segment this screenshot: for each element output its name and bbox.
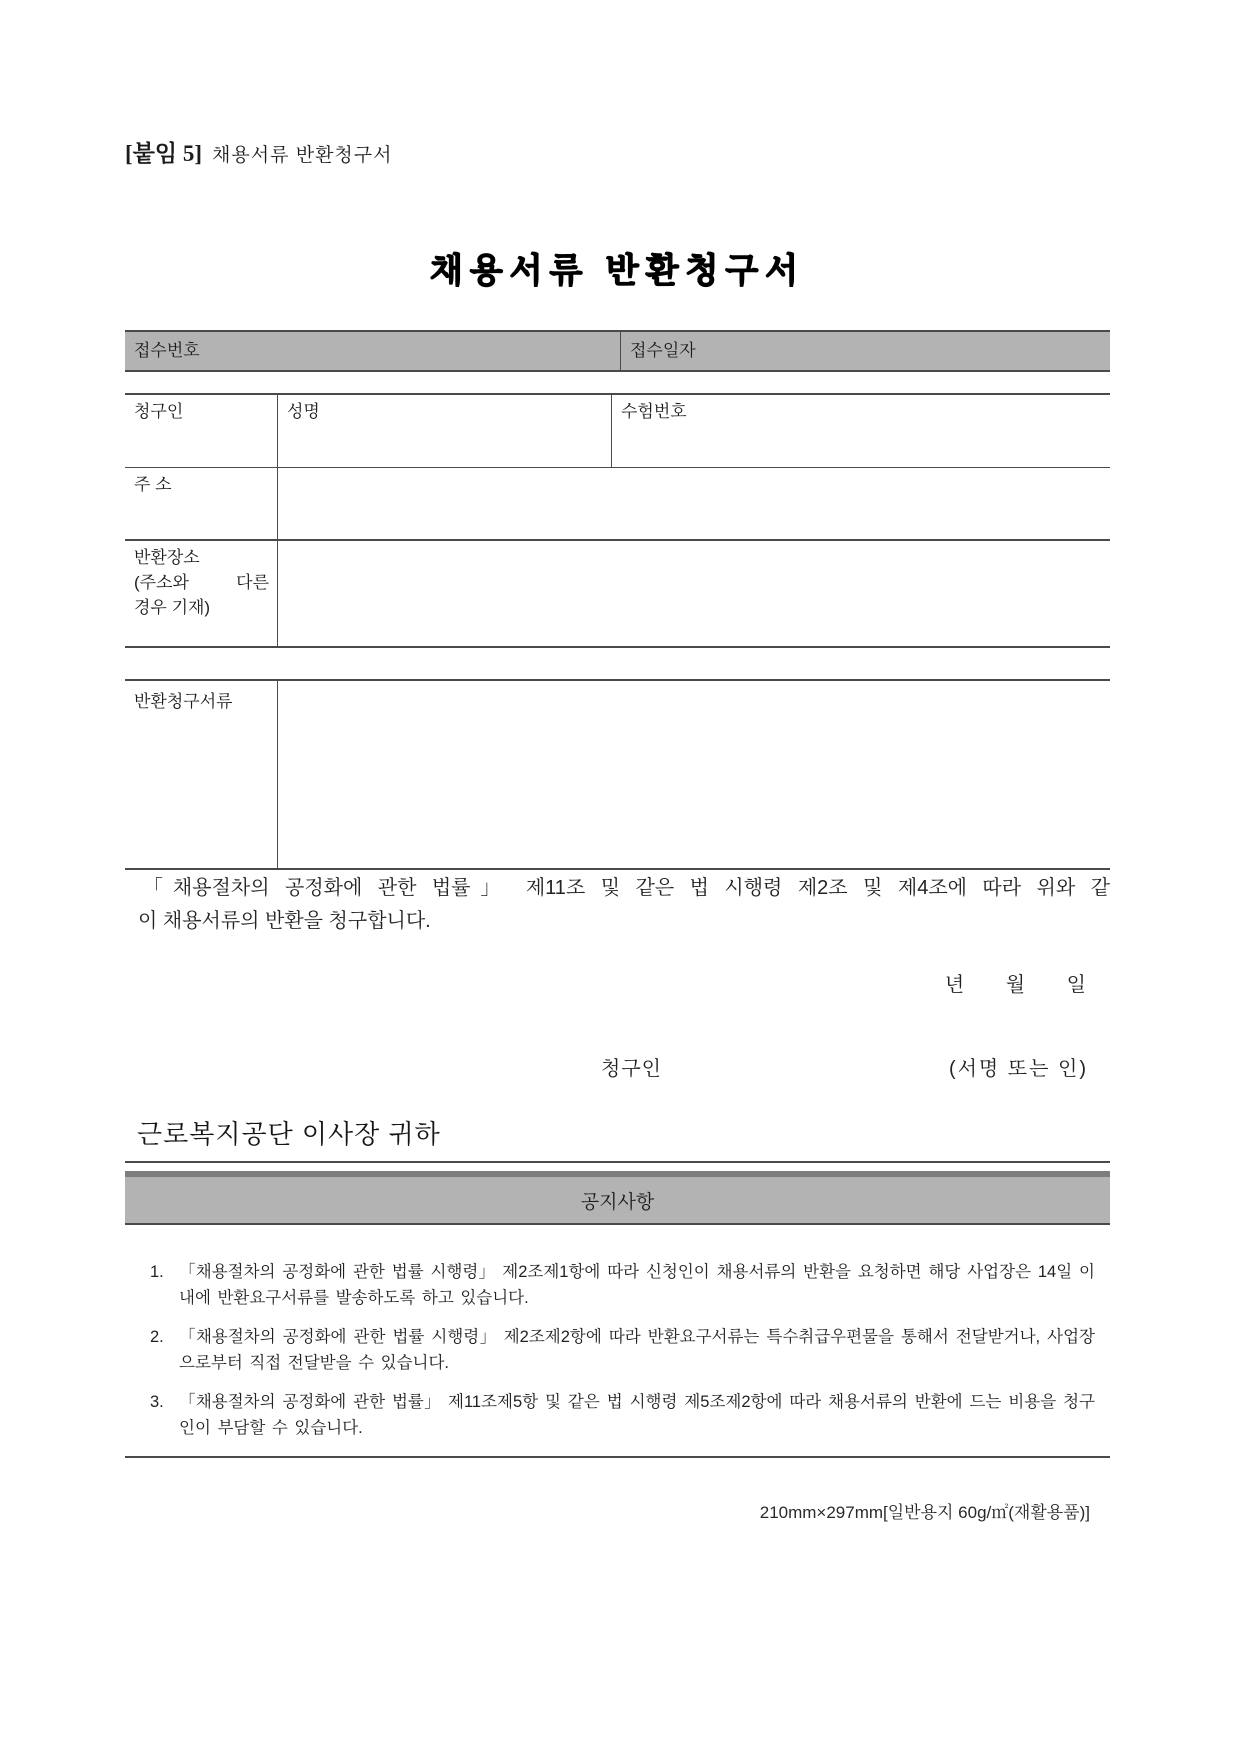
paper-size-note: 210mm×297mm[일반용지 60g/㎡(재활용품)]: [759, 1503, 1090, 1522]
receipt-table: [125, 330, 1110, 372]
notice-item: [150, 1324, 1095, 1376]
addressee-line: 근로복지공단 이사장 귀하: [137, 1119, 441, 1149]
attachment-label: [125, 135, 392, 168]
statement-line-1: 「채용절차의 공정화에 관한 법률」 제11조 및 같은 법 시행령 제2조 및 제4조에 따라 위와 같: [143, 877, 1110, 899]
address-label: 주 소: [125, 468, 278, 539]
notice-item-text: 「채용절차의 공정화에 관한 법률 시행령」 제2조제1항에 따라 신청인이 채용서류의 반환을 요청하면 해당 사업장은 14일 이내에 반환요구서류를 발송하도록 하고 있습니다.: [179, 1263, 1095, 1307]
return-place-label: 반환장소 (주소와 다른 경우 기재): [125, 541, 278, 646]
address-value-cell: [278, 468, 1110, 539]
receipt-number-cell: 접수번호: [125, 332, 621, 370]
return-documents-section: [125, 679, 1110, 870]
notice-item-number: 3.: [150, 1393, 164, 1411]
notice-list: [150, 1259, 1095, 1454]
statement-paragraph: [125, 872, 1110, 938]
claimant-label: 청구인: [125, 395, 278, 467]
return-documents-value-cell: [278, 681, 1110, 868]
receipt-date-cell: 접수일자: [630, 341, 696, 360]
divider-above-notice: [125, 1161, 1110, 1163]
notice-header-bar: [125, 1171, 1110, 1225]
notice-item-text: 「채용절차의 공정화에 관한 법률」 제11조제5항 및 같은 법 시행령 제5조제2항에 따라 채용서류의 반환에 드는 비용을 청구인이 부담할 수 있습니다.: [179, 1393, 1095, 1437]
return-place-row: [125, 541, 1110, 648]
exam-number-cell: 수험번호: [621, 402, 687, 421]
notice-title: 공지사항: [580, 1191, 655, 1213]
return-documents-label: 반환청구서류: [125, 681, 278, 868]
statement-line-2: 이 채용서류의 반환을 청구합니다.: [138, 910, 431, 932]
notice-item: [150, 1389, 1095, 1441]
notice-item-number: 1.: [150, 1263, 164, 1281]
divider-above-footer: [125, 1456, 1110, 1458]
signature-claimant-label: 청구인: [601, 1058, 662, 1080]
notice-item-text: 「채용절차의 공정화에 관한 법률 시행령」 제2조제2항에 따라 반환요구서류는 특수취급우편물을 통해서 전달받거나, 사업장으로부터 직접 전달받을 수 있습니다.: [179, 1328, 1095, 1372]
signature-row: [125, 1052, 1110, 1081]
notice-item-number: 2.: [150, 1328, 164, 1346]
attachment-tag: [붙임 5]: [125, 141, 203, 166]
applicant-table: [125, 393, 1110, 648]
address-row: [125, 468, 1110, 541]
notice-item: [150, 1259, 1095, 1311]
name-cell: 성명: [278, 395, 612, 467]
page-title: 채용서류 반환청구서: [429, 252, 806, 290]
claimant-row: [125, 395, 1110, 468]
attachment-doc-name: 채용서류 반환청구서: [212, 145, 393, 166]
return-place-value-cell: [278, 541, 1110, 646]
sign-or-seal-label: (서명 또는 인): [948, 1058, 1088, 1080]
date-line: 년 월 일: [944, 974, 1086, 996]
